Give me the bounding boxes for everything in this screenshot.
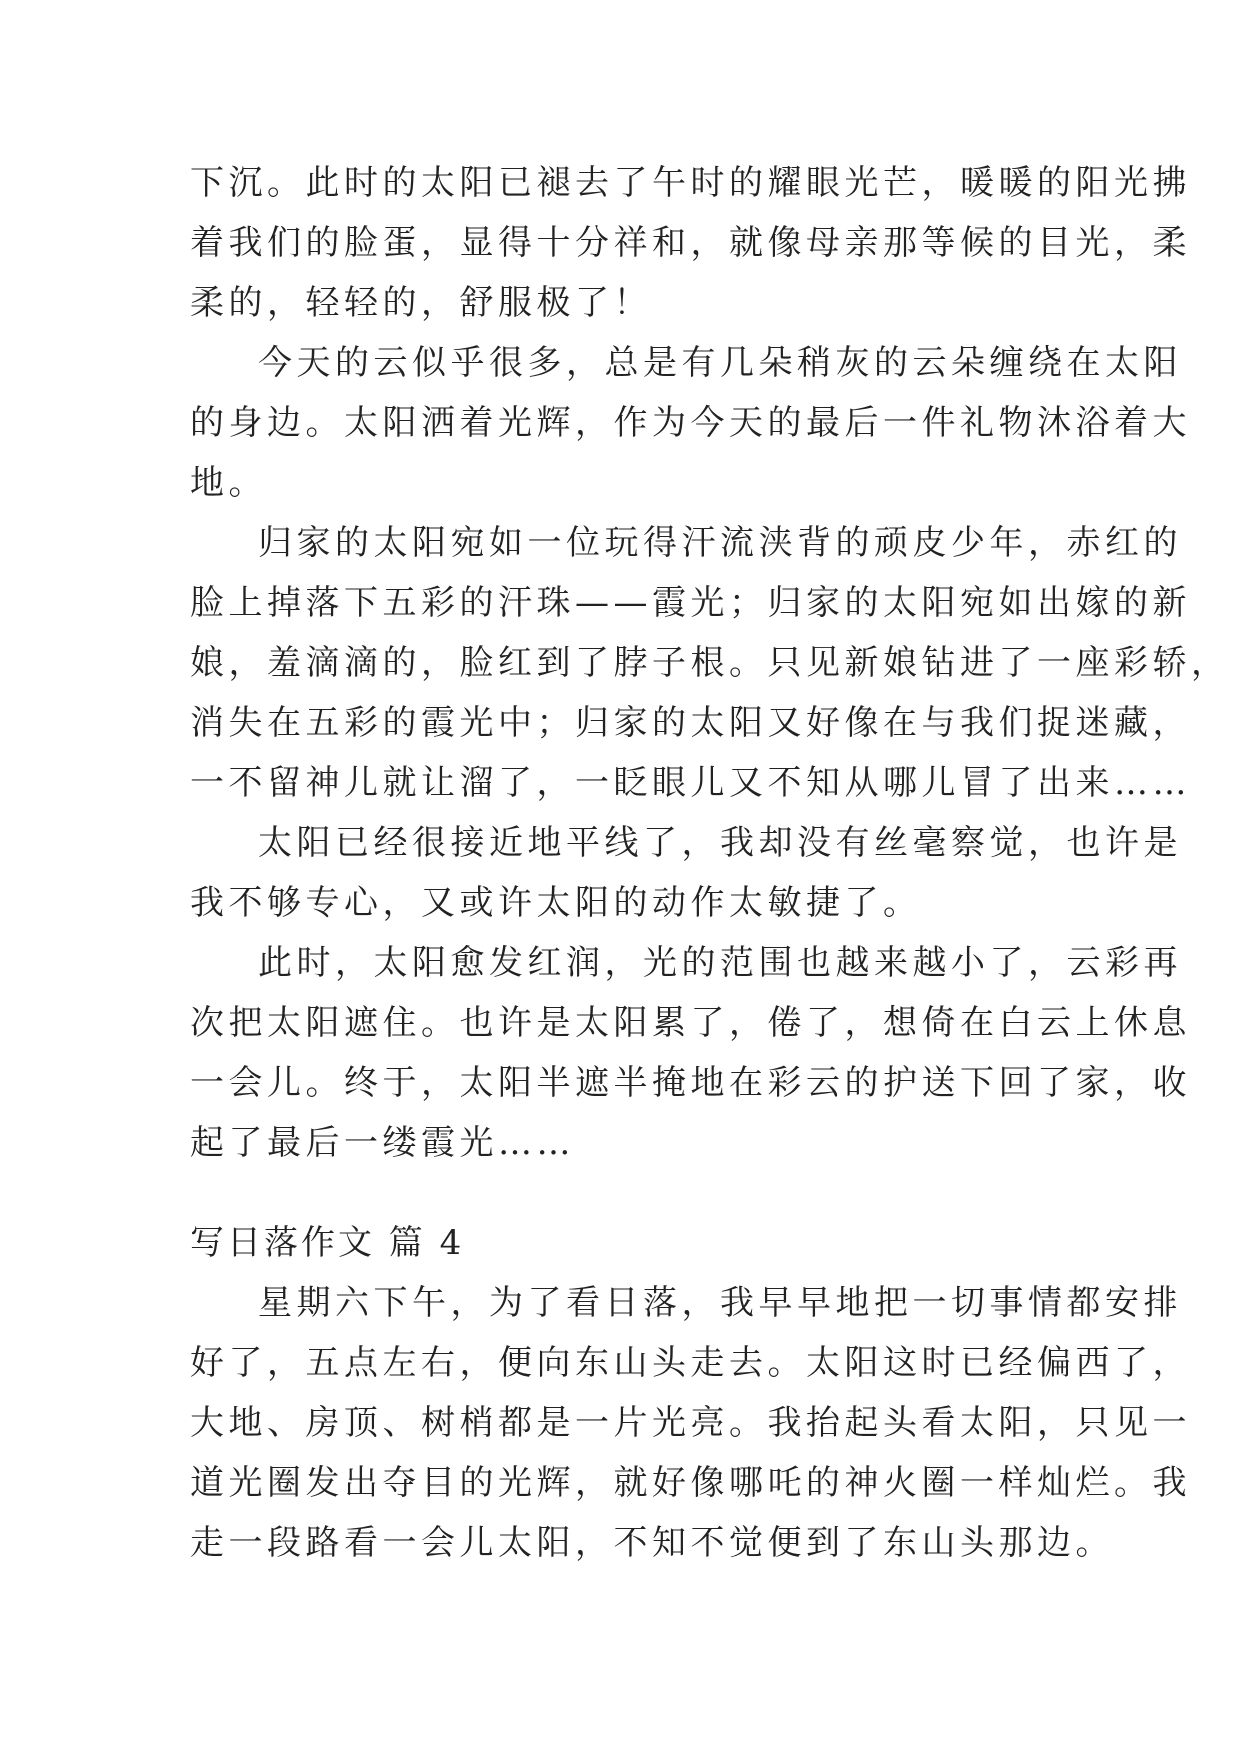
text-line: 娘，羞滴滴的，脸红到了脖子根。只见新娘钻进了一座彩轿， xyxy=(190,643,1230,683)
text-line: 大地、房顶、树梢都是一片光亮。我抬起头看太阳，只见一 xyxy=(190,1403,1191,1443)
text-line: 柔的，轻轻的，舒服极了！ xyxy=(190,283,652,323)
text-line: 脸上掉落下五彩的汗珠——霞光；归家的太阳宛如出嫁的新 xyxy=(190,583,1191,623)
text-line: 着我们的脸蛋，显得十分祥和，就像母亲那等候的目光，柔 xyxy=(190,223,1191,263)
paragraph-first-line: 星期六下午，为了看日落，我早早地把一切事情都安排 xyxy=(258,1283,1182,1323)
text-line: 道光圈发出夺目的光辉，就好像哪吒的神火圈一样灿烂。我 xyxy=(190,1463,1191,1503)
paragraph-first-line: 太阳已经很接近地平线了，我却没有丝毫察觉，也许是 xyxy=(258,823,1182,863)
text-line: 一不留神儿就让溜了，一眨眼儿又不知从哪儿冒了出来…… xyxy=(190,763,1191,803)
text-line: 好了，五点左右，便向东山头走去。太阳这时已经偏西了， xyxy=(190,1343,1191,1383)
text-line: 一会儿。终于，太阳半遮半掩地在彩云的护送下回了家，收 xyxy=(190,1063,1191,1103)
text-line: 下沉。此时的太阳已褪去了午时的耀眼光芒，暖暖的阳光拂 xyxy=(190,163,1191,203)
paragraph-first-line: 此时，太阳愈发红润，光的范围也越来越小了，云彩再 xyxy=(258,943,1182,983)
section-heading: 写日落作文 篇 4 xyxy=(190,1223,465,1263)
text-line: 起了最后一缕霞光…… xyxy=(190,1123,575,1163)
text-line: 走一段路看一会儿太阳，不知不觉便到了东山头那边。 xyxy=(190,1523,1114,1563)
paragraph-first-line: 归家的太阳宛如一位玩得汗流浃背的顽皮少年，赤红的 xyxy=(258,523,1182,563)
text-line: 地。 xyxy=(190,463,267,503)
text-line: 我不够专心，又或许太阳的动作太敏捷了。 xyxy=(190,883,922,923)
text-line: 次把太阳遮住。也许是太阳累了，倦了，想倚在白云上休息 xyxy=(190,1003,1191,1043)
text-line: 的身边。太阳洒着光辉，作为今天的最后一件礼物沐浴着大 xyxy=(190,403,1191,443)
text-line: 消失在五彩的霞光中；归家的太阳又好像在与我们捉迷藏， xyxy=(190,703,1191,743)
paragraph-first-line: 今天的云似乎很多，总是有几朵稍灰的云朵缠绕在太阳 xyxy=(258,343,1182,383)
